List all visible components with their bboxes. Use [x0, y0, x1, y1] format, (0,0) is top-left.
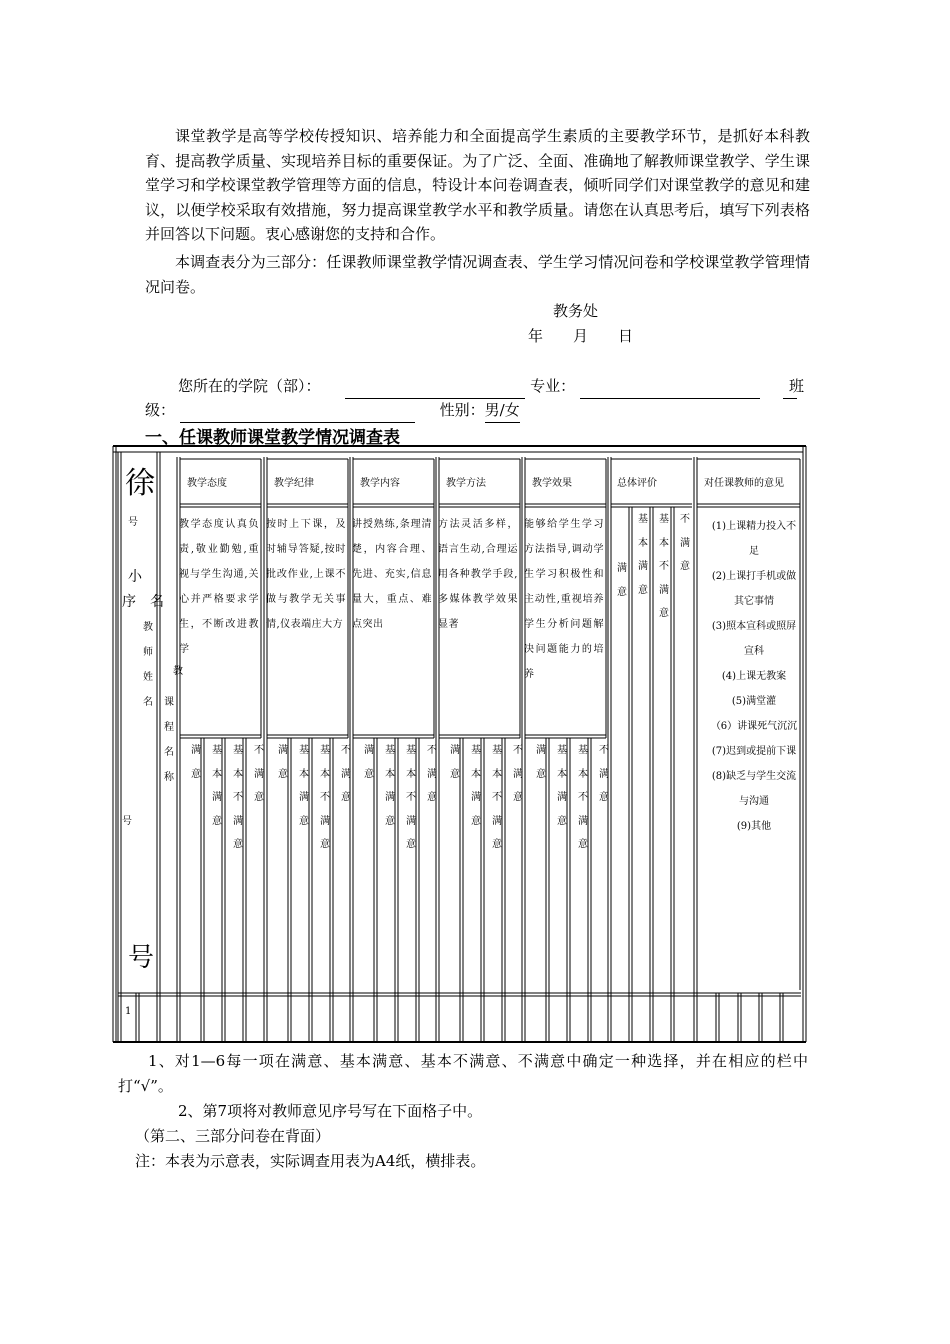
opinion-item: (5)满堂灌 — [731, 696, 777, 707]
rating-label: 基 本 满 意 — [212, 745, 222, 827]
rating-label: 基 本 满 意 — [299, 745, 309, 827]
rating-label: 不 满 意 — [513, 745, 523, 803]
college-label: 您所在的学院（部）： — [178, 377, 321, 395]
class-label-end: 级： — [145, 401, 176, 419]
rating-label: 不 满 意 — [254, 745, 264, 803]
overall-rating-label: 基 本 不 满 意 — [659, 514, 669, 619]
id-col-bottom: 号 — [128, 943, 155, 973]
note-2: 2、第7项将对教师意见序号写在下面格子中。 — [178, 1102, 483, 1120]
id-col-no: 号 — [128, 517, 138, 528]
gender-label: 性别： — [439, 401, 485, 419]
category-title: 教学态度 — [187, 478, 227, 489]
overall-rating-label: 基 本 满 意 — [638, 514, 648, 596]
rating-label: 基 本 满 意 — [385, 745, 395, 827]
rating-label: 不 满 意 — [427, 745, 437, 803]
opinion-item: (9)其他 — [736, 821, 772, 832]
opinion-item: (2)上课打手机或做其它事情 — [711, 571, 797, 607]
category-description: 按时上下课，及时辅导答疑,按时批改作业,上课不做与教学无关事情,仪表端庄大方 — [266, 519, 346, 630]
category-description: 方法灵活多样，语言生动,合理运用各种教学手段,多媒体教学效果显著 — [438, 519, 518, 630]
overall-rating-label: 不 满 意 — [680, 514, 690, 572]
opinion-title: 对任课教师的意见 — [704, 478, 784, 489]
opinion-item: (7)迟到或提前下课 — [711, 746, 797, 757]
teacher-name-label: 教师姓名 — [143, 622, 153, 708]
office-signature: 教务处 — [553, 302, 599, 320]
opinion-item: (4)上课无教案 — [721, 671, 787, 682]
opinion-list — [710, 514, 798, 839]
category-title: 教学内容 — [360, 478, 400, 489]
name-col-xiao: 小 — [128, 569, 142, 585]
overall-title: 总体评价 — [617, 478, 657, 489]
gender-value[interactable]: 男/女 — [485, 398, 520, 423]
category-title: 教学方法 — [446, 478, 486, 489]
rating-label: 满 意 — [191, 745, 201, 780]
course-name-label: 课程名称 — [164, 697, 174, 783]
rating-label: 基 本 不 满 意 — [578, 745, 588, 850]
rating-label: 满 意 — [450, 745, 460, 780]
opinion-item: （6）讲课死气沉沉 — [710, 721, 798, 732]
category-title: 教学效果 — [532, 478, 572, 489]
row-index: 1 — [125, 1006, 132, 1017]
rating-label: 基 本 不 满 意 — [320, 745, 330, 850]
rating-label: 基 本 满 意 — [557, 745, 567, 827]
note-4: 注：本表为示意表，实际调查用表为A4纸，横排表。 — [135, 1152, 486, 1170]
category-title: 教学纪律 — [274, 478, 314, 489]
rating-label: 基 本 不 满 意 — [492, 745, 502, 850]
category-description: 能够给学生学习方法指导,调动学生学习积极性和主动性,重视培养学生分析问题解决问题能力的培养 — [524, 519, 604, 680]
opinion-item: (1)上课精力投入不足 — [711, 521, 797, 557]
rating-label: 基 本 不 满 意 — [233, 745, 243, 850]
intro-paragraph-2: 本调查表分为三部分：任课教师课堂教学情况调查表、学生学习情况问卷和学校课堂教学管理情况问卷。 — [145, 253, 810, 296]
intro-paragraph-1: 课堂教学是高等学校传授知识、培养能力和全面提高学生素质的主要教学环节，是抓好本科教育、提高教学质量、实现培养目标的重要保证。为了广泛、全面、准确地了解教师课堂教学、学生课堂学习和学校课堂教学管理等方面的信息，特设计本问卷调查表，倾听同学们对课堂教学的意见和建议，以便学校采取有效措施，努力提高课堂教学水平和教学质量。请您在认真思考后，填写下列表格并回答以下问题。衷心感谢您的支持和合作。 — [145, 127, 810, 243]
note-3: （第二、三部分问卷在背面） — [135, 1127, 331, 1145]
rating-label: 满 意 — [536, 745, 546, 780]
rating-label: 基 本 不 满 意 — [406, 745, 416, 850]
rating-label: 不 满 意 — [341, 745, 351, 803]
name-col-xu: 序 — [122, 594, 136, 610]
major-label: 专业： — [530, 377, 576, 395]
class-label-tail: 班 — [789, 377, 805, 395]
note-1: 1、对1—6每一项在满意、基本满意、基本不满意、不满意中确定一种选择，并在相应的栏中打“√”。 — [118, 1052, 808, 1095]
date-line: 年 月 日 — [528, 327, 634, 345]
id-col-top: 徐 — [125, 466, 155, 501]
category-description: 教学态度认真负责,敬业勤勉,重视与学生沟通,关心并严格要求学生，不断改进教学 — [179, 519, 259, 655]
rating-label: 不 满 意 — [599, 745, 609, 803]
course-top: 教 — [173, 666, 183, 677]
rating-label: 满 意 — [278, 745, 288, 780]
id-col-no2: 号 — [122, 816, 132, 827]
category-description: 讲授熟练,条理清楚，内容合理、先进、充实,信息量大，重点、难点突出 — [352, 519, 432, 630]
overall-rating-label: 满 意 — [617, 563, 627, 598]
rating-label: 满 意 — [364, 745, 374, 780]
opinion-item: (8)缺乏与学生交流与沟通 — [711, 771, 797, 807]
name-col-ming: 名 — [150, 594, 164, 610]
rating-label: 基 本 满 意 — [471, 745, 481, 827]
opinion-item: (3)照本宣科或照屏宣科 — [711, 621, 797, 657]
section-title: 一、任课教师课堂教学情况调查表 — [145, 428, 400, 448]
